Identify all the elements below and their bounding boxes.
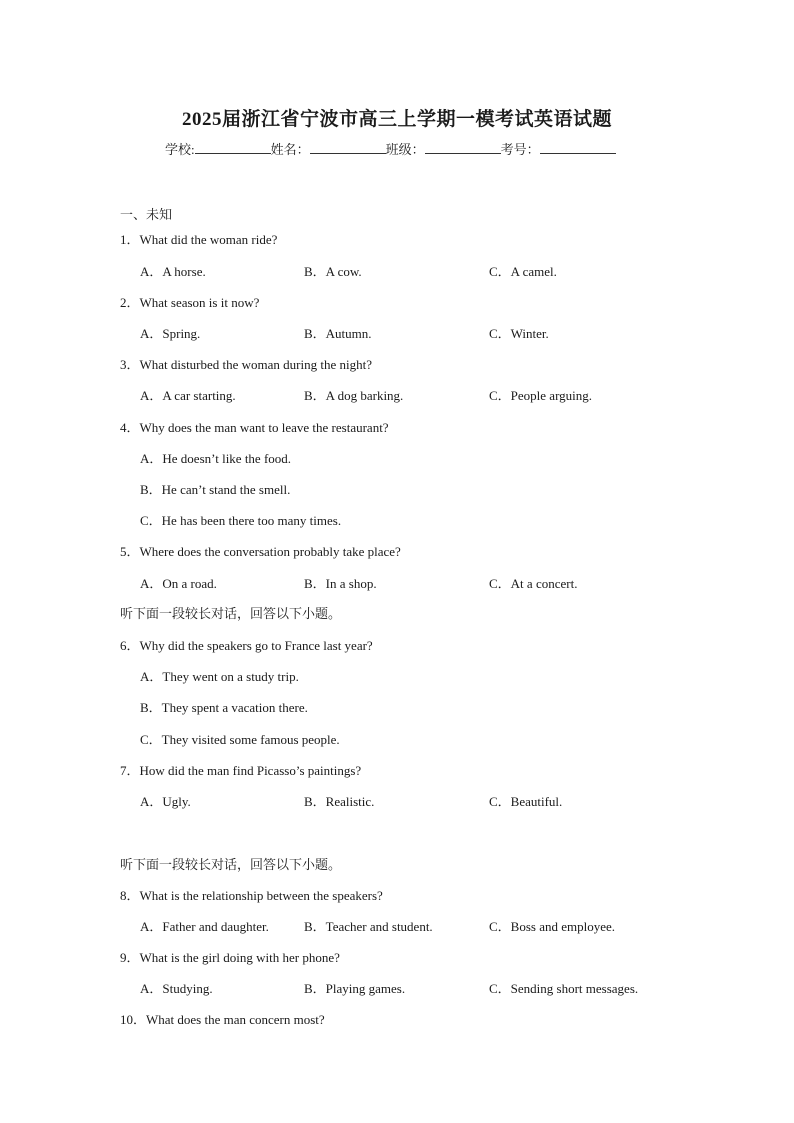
question-stem: 8．What is the relationship between the speakers? [120, 888, 383, 903]
option-a: A．He doesn’t like the food. [140, 451, 292, 466]
question-stem: 2．What season is it now? [120, 295, 260, 310]
exam-no-blank [540, 141, 616, 154]
listening-instruction: 听下面一段较长对话，回答以下小题。 [120, 857, 342, 872]
class-label: 班级： [385, 142, 425, 157]
question-stem: 1．What did the woman ride? [120, 232, 278, 247]
class-blank [425, 141, 501, 154]
option-b: B．Teacher and student. [304, 919, 433, 934]
exam-no-label: 考号： [500, 142, 540, 157]
question-stem: 3．What disturbed the woman during the night? [120, 357, 373, 372]
name-blank [310, 141, 386, 154]
option-a: A．On a road. [140, 576, 217, 591]
student-info-line [165, 139, 616, 158]
option-a: A．Ugly. [140, 794, 191, 809]
school-label: 学校: [165, 142, 195, 157]
option-b: B．A dog barking. [304, 388, 404, 403]
option-c: C．He has been there too many times. [140, 513, 342, 528]
listening-instruction: 听下面一段较长对话，回答以下小题。 [120, 606, 342, 621]
option-b: B．Realistic. [304, 794, 375, 809]
option-c: C．People arguing. [489, 388, 593, 403]
school-blank [195, 141, 271, 154]
name-label: 姓名： [270, 142, 310, 157]
option-b: B．They spent a vacation there. [140, 700, 308, 715]
question-stem: 6．Why did the speakers go to France last year? [120, 638, 373, 653]
question-stem: 5．Where does the conversation probably take place? [120, 544, 401, 559]
section-heading: 一、未知 [120, 207, 173, 222]
option-a: A．Father and daughter. [140, 919, 269, 934]
option-a: A．They went on a study trip. [140, 669, 299, 684]
option-a: A．Spring. [140, 326, 201, 341]
option-c: C．At a concert. [489, 576, 578, 591]
question-stem: 4．Why does the man want to leave the restaurant? [120, 420, 389, 435]
option-a: A．Studying. [140, 981, 213, 996]
option-a: A．A horse. [140, 264, 206, 279]
option-b: B．Autumn. [304, 326, 372, 341]
question-stem: 7．How did the man find Picasso’s paintings? [120, 763, 362, 778]
question-stem: 9．What is the girl doing with her phone? [120, 950, 340, 965]
option-b: B．Playing games. [304, 981, 406, 996]
question-stem: 10．What does the man concern most? [120, 1012, 325, 1027]
option-c: C．Sending short messages. [489, 981, 639, 996]
option-c: C．Beautiful. [489, 794, 563, 809]
option-b: B．In a shop. [304, 576, 377, 591]
option-c: C．They visited some famous people. [140, 732, 340, 747]
option-c: C．A camel. [489, 264, 557, 279]
option-a: A．A car starting. [140, 388, 236, 403]
option-b: B．A cow. [304, 264, 362, 279]
page-title: 2025届浙江省宁波市高三上学期一模考试英语试题 [181, 109, 612, 130]
option-c: C．Winter. [489, 326, 549, 341]
option-b: B．He can’t stand the smell. [140, 482, 291, 497]
option-c: C．Boss and employee. [489, 919, 616, 934]
